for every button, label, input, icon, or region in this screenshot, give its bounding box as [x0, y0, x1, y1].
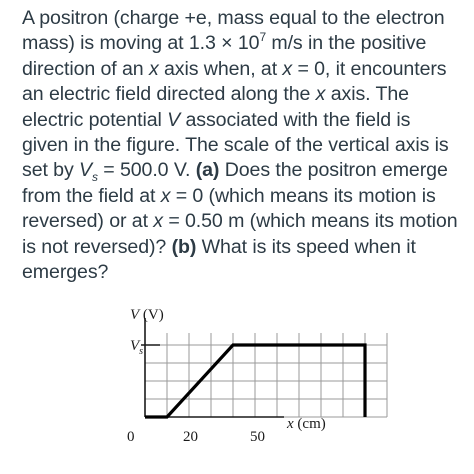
var: V	[167, 108, 181, 131]
var: x	[315, 83, 326, 106]
text: emerges?	[22, 261, 109, 284]
x-tick-label-20: 20	[183, 429, 198, 445]
text: given in the figure. The scale of the vertical axis is	[22, 134, 449, 157]
text: reversed) or at	[22, 210, 154, 233]
text: electric potential	[22, 108, 168, 131]
var: s	[92, 170, 98, 185]
text: axis when, at	[158, 57, 283, 80]
vs-tick-label: $V_s$	[130, 338, 144, 357]
text: What is its speed when it	[196, 235, 416, 258]
exponent: 7	[259, 29, 267, 44]
part-label: (a)	[195, 159, 220, 182]
text: direction of an	[22, 57, 149, 80]
var: V	[79, 159, 93, 182]
y-axis-label: V (V)	[130, 307, 164, 323]
text: axis. The	[325, 83, 409, 106]
text: = 500.0 V.	[97, 159, 196, 182]
text: = 0 (which means its motion is	[170, 184, 436, 207]
part-label: (b)	[171, 235, 197, 258]
var: x	[160, 184, 171, 207]
var: x	[148, 57, 159, 80]
x-tick-label-0: 0	[127, 429, 135, 445]
var: x	[153, 210, 163, 233]
text: Does the positron emerge	[219, 159, 448, 182]
text: set by	[22, 159, 80, 182]
x-axis-label: x (cm)	[287, 416, 326, 432]
text: = 0, it encounters	[292, 57, 447, 80]
text: from the field at	[22, 184, 161, 207]
text: A positron (charge +e, mass equal to the electron	[22, 7, 445, 29]
text: is not reversed)?	[22, 235, 172, 258]
text: mass) is moving at 1.3 × 10	[22, 32, 260, 55]
var: x	[282, 57, 293, 80]
text: an electric field directed along the	[22, 83, 316, 106]
text: m/s in the positive	[266, 32, 427, 55]
text: = 0.50 m (which means its motion	[162, 210, 458, 233]
x-tick-label-50: 50	[250, 429, 265, 445]
text: associated with the field is	[180, 108, 411, 131]
